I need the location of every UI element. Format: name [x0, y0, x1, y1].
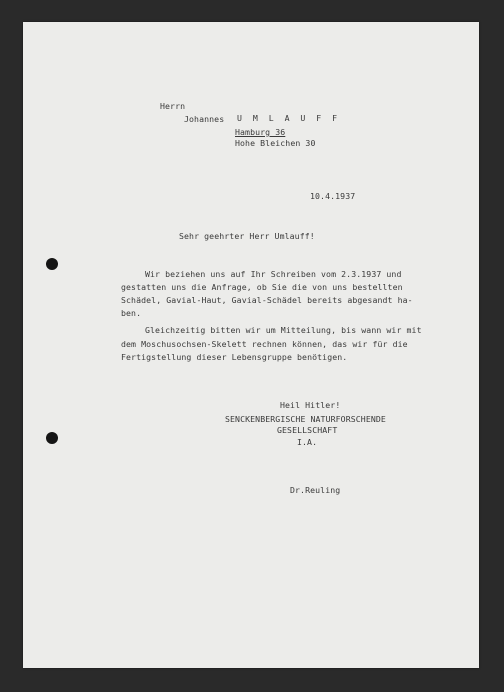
recipient-last-name: U M L A U F F [237, 113, 341, 123]
body-line-2: gestatten uns die Anfrage, ob Sie die von uns bestellten [121, 282, 403, 292]
recipient-city: Hamburg 36 [235, 127, 286, 137]
per-procura: I.A. [297, 437, 318, 447]
organization-line-1: SENCKENBERGISCHE NATURFORSCHENDE [225, 414, 386, 424]
recipient-first-name: Johannes [184, 114, 225, 124]
body-line-5: Gleichzeitig bitten wir um Mitteilung, bis wann wir mit [145, 325, 422, 335]
recipient-street: Hohe Bleichen 30 [235, 138, 316, 148]
closing-salute: Heil Hitler! [280, 400, 341, 410]
punch-hole-bottom [46, 432, 58, 444]
body-line-7: Fertigstellung dieser Lebensgruppe benötigen. [121, 352, 348, 362]
letter-page [23, 22, 479, 668]
recipient-title: Herrn [160, 101, 186, 111]
letter-date: 10.4.1937 [310, 191, 356, 201]
body-line-1: Wir beziehen uns auf Ihr Schreiben vom 2.3.1937 und [145, 269, 402, 279]
body-line-6: dem Moschusochsen-Skelett rechnen können, das wir für die [121, 339, 408, 349]
body-line-3: Schädel, Gavial-Haut, Gavial-Schädel bereits abgesandt ha- [121, 295, 413, 305]
greeting: Sehr geehrter Herr Umlauff! [179, 231, 315, 241]
body-line-4: ben. [121, 308, 142, 318]
organization-line-2: GESELLSCHAFT [277, 425, 338, 435]
punch-hole-top [46, 258, 58, 270]
signatory-name: Dr.Reuling [290, 485, 341, 495]
